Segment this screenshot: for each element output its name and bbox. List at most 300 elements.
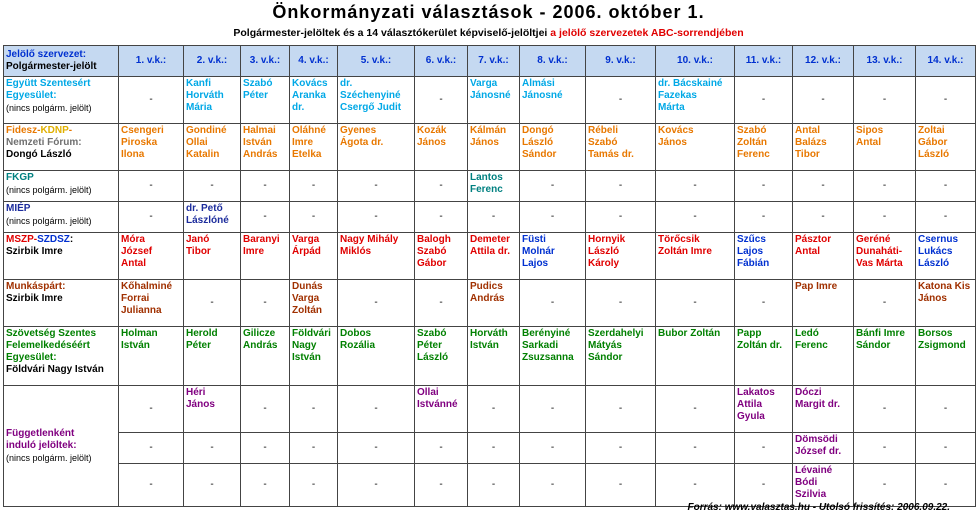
candidate-name-line: Ollai [186, 137, 208, 148]
candidate-cell [184, 77, 241, 124]
candidate-name-line: - [149, 180, 153, 191]
candidate-cell [468, 386, 520, 433]
candidate-cell [854, 124, 916, 171]
candidate-cell [916, 77, 976, 124]
candidate-name-line: Sándor [522, 149, 557, 160]
candidate-name-line: - [210, 297, 214, 308]
candidate-cell [338, 327, 415, 386]
page-subtitle [0, 27, 977, 39]
candidate-name-line: Zoltai [918, 125, 945, 136]
candidate-cell [241, 77, 290, 124]
candidate-cell [854, 386, 916, 433]
candidate-name-line: - [550, 442, 555, 453]
row-fuggetlen [4, 386, 976, 433]
candidate-name-line: Rébeli [588, 125, 619, 136]
candidate-name-line: - [374, 180, 378, 191]
candidate-name-line: - [761, 94, 766, 105]
candidate-cell [520, 233, 586, 280]
candidate-name-line: Attila [737, 399, 762, 410]
candidate-cell [735, 386, 793, 433]
candidate-cell [415, 77, 468, 124]
candidate-name-line: - [439, 180, 443, 191]
org-name: MIÉP [6, 203, 31, 214]
candidate-cell [415, 280, 468, 327]
candidate-name-line: Bódi [795, 477, 818, 488]
candidate-name-line: Ferenc [470, 184, 503, 195]
candidate-name-line: Ágota dr. [340, 137, 384, 148]
candidate-cell [468, 171, 520, 202]
candidate-name-line: Jánosné [522, 90, 563, 101]
candidate-name-line: - [943, 94, 948, 105]
candidate-cell [290, 124, 338, 171]
candidate-name-line: - [618, 211, 623, 222]
candidate-name-line: - [311, 442, 316, 453]
candidate-cell [854, 202, 916, 233]
candidate-name-line: - [263, 479, 267, 490]
candidate-cell [656, 77, 735, 124]
org-name: Egyesület: [6, 90, 57, 101]
candidate-cell [184, 202, 241, 233]
candidate-name-line: Borsos [918, 328, 953, 339]
candidate-name-line: Papp [737, 328, 762, 339]
candidate-cell [119, 280, 184, 327]
candidate-name-line: Janó [186, 234, 210, 245]
candidate-name-line: Gábor [417, 258, 447, 269]
candidate-name-line: - [618, 180, 623, 191]
candidate-cell [338, 280, 415, 327]
candidate-name-line: Antal [121, 258, 146, 269]
candidate-name-line: Jánosné [470, 90, 511, 101]
candidate-name-line: - [311, 479, 316, 490]
candidate-cell [586, 202, 656, 233]
candidate-name-line: Péter [417, 340, 443, 351]
candidate-cell [338, 464, 415, 507]
candidate-cell [415, 327, 468, 386]
candidate-cell [793, 171, 854, 202]
candidate-name-line: - [618, 442, 623, 453]
candidate-name-line: Szabó [588, 137, 618, 148]
candidate-cell [916, 202, 976, 233]
org-name-part: : [69, 234, 74, 245]
candidate-name-line: Horváth [470, 328, 508, 339]
candidate-cell [735, 433, 793, 464]
candidate-name-line: Istvánné [417, 399, 458, 410]
org-name: Függetlenként [6, 428, 75, 439]
candidate-cell [735, 464, 793, 507]
candidate-name-line: - [311, 211, 316, 222]
candidate-name-line: - [439, 211, 443, 222]
candidate-name-line: - [550, 403, 555, 414]
candidate-name-line: Lajos [737, 246, 764, 257]
candidate-name-line: - [374, 442, 378, 453]
candidate-name-line: András [243, 340, 278, 351]
candidate-cell [119, 464, 184, 507]
candidate-name-line: Attila dr. [470, 246, 511, 257]
candidate-name-line: - [761, 211, 766, 222]
candidate-name-line: Péter [243, 90, 269, 101]
candidate-name-line: Lászlóné [186, 215, 229, 226]
org-name: FKGP [6, 172, 34, 183]
candidate-cell [184, 386, 241, 433]
candidate-cell [854, 280, 916, 327]
candidate-cell [735, 77, 793, 124]
row-org-cell [4, 124, 119, 171]
org-name [6, 125, 116, 137]
candidate-name-line: Bubor Zoltán [658, 328, 721, 339]
candidate-name-line: Dunaháti- [856, 246, 903, 257]
header-row [4, 46, 976, 77]
candidate-name-line: Kozák [417, 125, 447, 136]
candidate-name-line: Gondiné [186, 125, 227, 136]
candidate-name-line: - [693, 180, 697, 191]
candidate-cell [119, 386, 184, 433]
candidate-name-line: Gyenes [340, 125, 377, 136]
candidate-name-line: - [550, 297, 555, 308]
candidate-name-line: Lantos [470, 172, 503, 183]
candidate-cell [586, 171, 656, 202]
candidate-cell [184, 233, 241, 280]
candidate-name-line: Károly [588, 258, 620, 269]
row-fuggetlen-3 [4, 464, 976, 507]
candidate-cell [119, 171, 184, 202]
candidate-cell [735, 124, 793, 171]
candidate-name-line: - [439, 297, 443, 308]
candidate-name-line: - [263, 211, 267, 222]
candidate-cell [520, 124, 586, 171]
candidate-cell [468, 464, 520, 507]
candidate-name-line: Zoltán dr. [737, 340, 782, 351]
candidate-cell [793, 77, 854, 124]
candidate-name-line: István [243, 137, 272, 148]
candidate-name-line: Szabó [417, 328, 447, 339]
candidate-cell [854, 171, 916, 202]
candidate-name-line: Halmai [243, 125, 276, 136]
candidate-name-line: Kálmán [470, 125, 507, 136]
candidate-name-line: Imre [243, 246, 265, 257]
candidate-name-line: Lévainé [795, 465, 833, 476]
candidate-cell [241, 124, 290, 171]
candidate-cell [854, 77, 916, 124]
candidate-name-line: - [149, 442, 153, 453]
candidate-cell [793, 124, 854, 171]
candidate-name-line: - [149, 479, 153, 490]
header-district: 1. v.k.: [119, 46, 184, 77]
candidate-name-line: Szerdahelyi [588, 328, 644, 339]
mayor-candidate: Szirbik Imre [6, 293, 63, 304]
candidate-name-line: Zsuzsanna [522, 352, 574, 363]
candidate-name-line: - [693, 211, 697, 222]
candidate-cell [916, 327, 976, 386]
mayor-candidate: Földvári Nagy István [6, 364, 104, 375]
candidate-cell [184, 171, 241, 202]
candidate-name-line: Dunás [292, 281, 323, 292]
candidate-name-line: - [882, 94, 887, 105]
candidate-name-line: Pudics [470, 281, 503, 292]
row-org-cell [4, 327, 119, 386]
candidate-name-line: Kőhalminé [121, 281, 173, 292]
candidate-cell [241, 202, 290, 233]
candidate-name-line: Sarkadi [522, 340, 559, 351]
candidate-name-line: Gábor [918, 137, 948, 148]
candidate-name-line: Etelka [292, 149, 322, 160]
candidate-name-line: - [149, 211, 153, 222]
candidate-cell [415, 171, 468, 202]
candidate-name-line: Lajos [522, 258, 549, 269]
candidate-name-line: János [417, 137, 446, 148]
candidate-cell [735, 171, 793, 202]
candidate-name-line: János [470, 137, 499, 148]
candidate-cell [586, 77, 656, 124]
org-name-part: MSZP- [6, 234, 38, 245]
candidate-cell [338, 171, 415, 202]
candidate-cell [415, 464, 468, 507]
candidate-name-line: Rozália [340, 340, 376, 351]
candidate-name-line: Ferenc [737, 149, 770, 160]
candidate-name-line: Holman [121, 328, 158, 339]
candidate-cell [793, 202, 854, 233]
candidate-name-line: József [121, 246, 153, 257]
candidate-name-line: Piroska [121, 137, 158, 148]
org-name-part: KDNP [40, 125, 69, 136]
candidate-name-line: Gyula [737, 411, 765, 422]
candidate-cell [520, 171, 586, 202]
candidate-name-line: László [522, 137, 554, 148]
candidate-cell [338, 124, 415, 171]
candidate-cell [468, 77, 520, 124]
candidate-name-line: Kovács [292, 78, 328, 89]
candidate-name-line: - [618, 94, 623, 105]
candidate-name-line: - [882, 211, 887, 222]
candidate-name-line: - [821, 211, 825, 222]
candidate-cell [793, 280, 854, 327]
candidate-name-line: Almási [522, 78, 555, 89]
candidate-name-line: Katalin [186, 149, 220, 160]
candidate-cell [520, 386, 586, 433]
candidate-cell [184, 433, 241, 464]
candidate-name-line: - [491, 442, 496, 453]
candidate-name-line: Antal [795, 246, 820, 257]
candidate-name-line: Csengeri [121, 125, 164, 136]
candidate-name-line: János [918, 293, 947, 304]
candidate-cell [916, 124, 976, 171]
candidate-cell [586, 386, 656, 433]
candidate-cell [338, 202, 415, 233]
candidate-name-line: dr. [340, 78, 353, 89]
candidate-name-line: Imre [292, 137, 314, 148]
row-egyutt-szentesert [4, 77, 976, 124]
candidate-cell [586, 327, 656, 386]
candidate-cell [468, 202, 520, 233]
candidate-name-line: Árpád [292, 246, 321, 257]
candidate-cell [468, 233, 520, 280]
candidate-name-line: István [470, 340, 499, 351]
org-name-part: Fidesz- [6, 125, 41, 136]
header-district: 13. v.k.: [854, 46, 916, 77]
candidate-name-line: Héri [186, 387, 206, 398]
candidate-cell [119, 77, 184, 124]
header-district: 12. v.k.: [793, 46, 854, 77]
candidates-table [3, 45, 976, 507]
candidate-name-line: - [550, 479, 555, 490]
candidate-name-line: - [263, 180, 267, 191]
source-footer: Forrás: www.valasztas.hu - Utolsó frissítés: 2006.09.22. [687, 502, 950, 513]
candidate-cell [916, 386, 976, 433]
candidate-name-line: László [918, 258, 950, 269]
header-district: 14. v.k.: [916, 46, 976, 77]
header-district: 11. v.k.: [735, 46, 793, 77]
candidate-name-line: - [943, 180, 948, 191]
candidate-cell [854, 433, 916, 464]
candidate-name-line: - [693, 297, 697, 308]
candidate-name-line: Tamás dr. [588, 149, 634, 160]
candidate-name-line: Gilicze [243, 328, 276, 339]
header-district: 9. v.k.: [586, 46, 656, 77]
candidate-name-line: Dóczi [795, 387, 822, 398]
candidate-name-line: Zoltán [737, 137, 767, 148]
candidate-name-line: - [210, 180, 214, 191]
candidate-name-line: István [292, 352, 321, 363]
candidate-cell [290, 280, 338, 327]
candidate-cell [586, 433, 656, 464]
candidate-name-line: Dömsödi [795, 434, 838, 445]
row-fidesz-kdnp [4, 124, 976, 171]
candidate-name-line: Szabó [417, 246, 447, 257]
candidate-name-line: Julianna [121, 305, 162, 316]
candidate-cell [184, 327, 241, 386]
candidate-cell [656, 386, 735, 433]
candidate-cell [338, 233, 415, 280]
candidate-name-line: - [821, 94, 825, 105]
candidate-cell [656, 327, 735, 386]
candidate-name-line: Dongó [522, 125, 554, 136]
candidate-cell [241, 233, 290, 280]
candidate-name-line: - [263, 403, 267, 414]
candidate-name-line: Tibor [186, 246, 211, 257]
candidate-cell [184, 464, 241, 507]
row-mszp-szdsz [4, 233, 976, 280]
candidate-cell [793, 233, 854, 280]
candidate-cell [241, 386, 290, 433]
candidate-cell [586, 124, 656, 171]
candidate-name-line: Ilona [121, 149, 145, 160]
candidate-cell [338, 386, 415, 433]
org-name: Nemzeti Fórum: [6, 137, 82, 148]
candidate-name-line: András [243, 149, 278, 160]
candidate-cell [586, 233, 656, 280]
candidate-name-line: dr. [292, 102, 305, 113]
candidate-name-line: - [882, 297, 887, 308]
candidate-name-line: - [693, 403, 697, 414]
candidate-name-line: Sipos [856, 125, 884, 136]
candidate-name-line: - [618, 403, 623, 414]
candidate-name-line: Dobos [340, 328, 372, 339]
mayor-candidate: Dongó László [6, 149, 72, 160]
candidate-name-line: - [311, 403, 316, 414]
candidate-name-line: József dr. [795, 446, 842, 457]
candidate-cell [656, 202, 735, 233]
candidate-cell [338, 77, 415, 124]
candidate-cell [415, 202, 468, 233]
candidate-name-line: Balogh [417, 234, 451, 245]
header-district: 6. v.k.: [415, 46, 468, 77]
header-district: 2. v.k.: [184, 46, 241, 77]
candidate-name-line: Sándor [856, 340, 891, 351]
candidate-name-line: Móra [121, 234, 145, 245]
candidate-name-line: - [618, 479, 623, 490]
candidate-name-line: Széchenyiné [340, 90, 401, 101]
candidate-cell [916, 464, 976, 507]
candidate-cell [520, 77, 586, 124]
header-org-cell [4, 46, 119, 77]
org-name: induló jelöltek: [6, 440, 77, 451]
header-district: 5. v.k.: [338, 46, 415, 77]
candidate-cell [119, 327, 184, 386]
candidate-cell [586, 464, 656, 507]
candidate-name-line: dr. Bácskainé [658, 78, 723, 89]
candidate-name-line: Nagy [292, 340, 317, 351]
candidate-name-line: - [149, 403, 153, 414]
candidate-name-line: - [491, 211, 496, 222]
candidate-cell [241, 464, 290, 507]
candidate-name-line: János [658, 137, 687, 148]
candidate-name-line: - [491, 403, 496, 414]
candidate-name-line: - [374, 211, 378, 222]
candidate-cell [415, 233, 468, 280]
candidate-name-line: - [882, 180, 887, 191]
candidate-name-line: Szűcs [737, 234, 766, 245]
candidate-cell [119, 202, 184, 233]
candidate-name-line: - [210, 442, 214, 453]
row-org-cell [4, 171, 119, 202]
candidate-name-line: Horváth [186, 90, 224, 101]
candidate-cell [854, 327, 916, 386]
candidate-cell [656, 433, 735, 464]
candidate-name-line: Tibor [795, 149, 820, 160]
candidate-name-line: Lukács [918, 246, 953, 257]
candidate-name-line: - [374, 403, 378, 414]
org-name-part: - [68, 125, 73, 136]
mayor-candidate: (nincs polgárm. jelölt) [6, 453, 92, 463]
candidate-name-line: Nagy Mihály [340, 234, 399, 245]
candidate-name-line: Miklós [340, 246, 372, 257]
row-fuggetlen-2 [4, 433, 976, 464]
candidate-cell [793, 327, 854, 386]
row-org-cell [4, 233, 119, 280]
candidate-cell [468, 327, 520, 386]
candidate-name-line: - [882, 479, 887, 490]
candidate-name-line: László [417, 352, 449, 363]
candidate-name-line: Zoltán [292, 305, 322, 316]
candidate-name-line: Molnár [522, 246, 555, 257]
candidate-cell [290, 327, 338, 386]
candidate-name-line: - [882, 403, 887, 414]
candidate-name-line: - [943, 211, 948, 222]
candidate-name-line: Csernus [918, 234, 959, 245]
candidate-cell [241, 433, 290, 464]
candidate-name-line: - [439, 479, 443, 490]
candidate-name-line: - [491, 479, 496, 490]
candidate-name-line: Lakatos [737, 387, 775, 398]
header-district: 3. v.k.: [241, 46, 290, 77]
candidate-cell [241, 171, 290, 202]
candidate-name-line: Ferenc [795, 340, 828, 351]
candidate-name-line: Füsti [522, 234, 546, 245]
candidate-cell [916, 233, 976, 280]
candidate-name-line: - [618, 297, 623, 308]
candidate-cell [119, 124, 184, 171]
org-name: Szövetség Szentes [6, 328, 97, 339]
candidate-name-line: Mária [186, 102, 213, 113]
